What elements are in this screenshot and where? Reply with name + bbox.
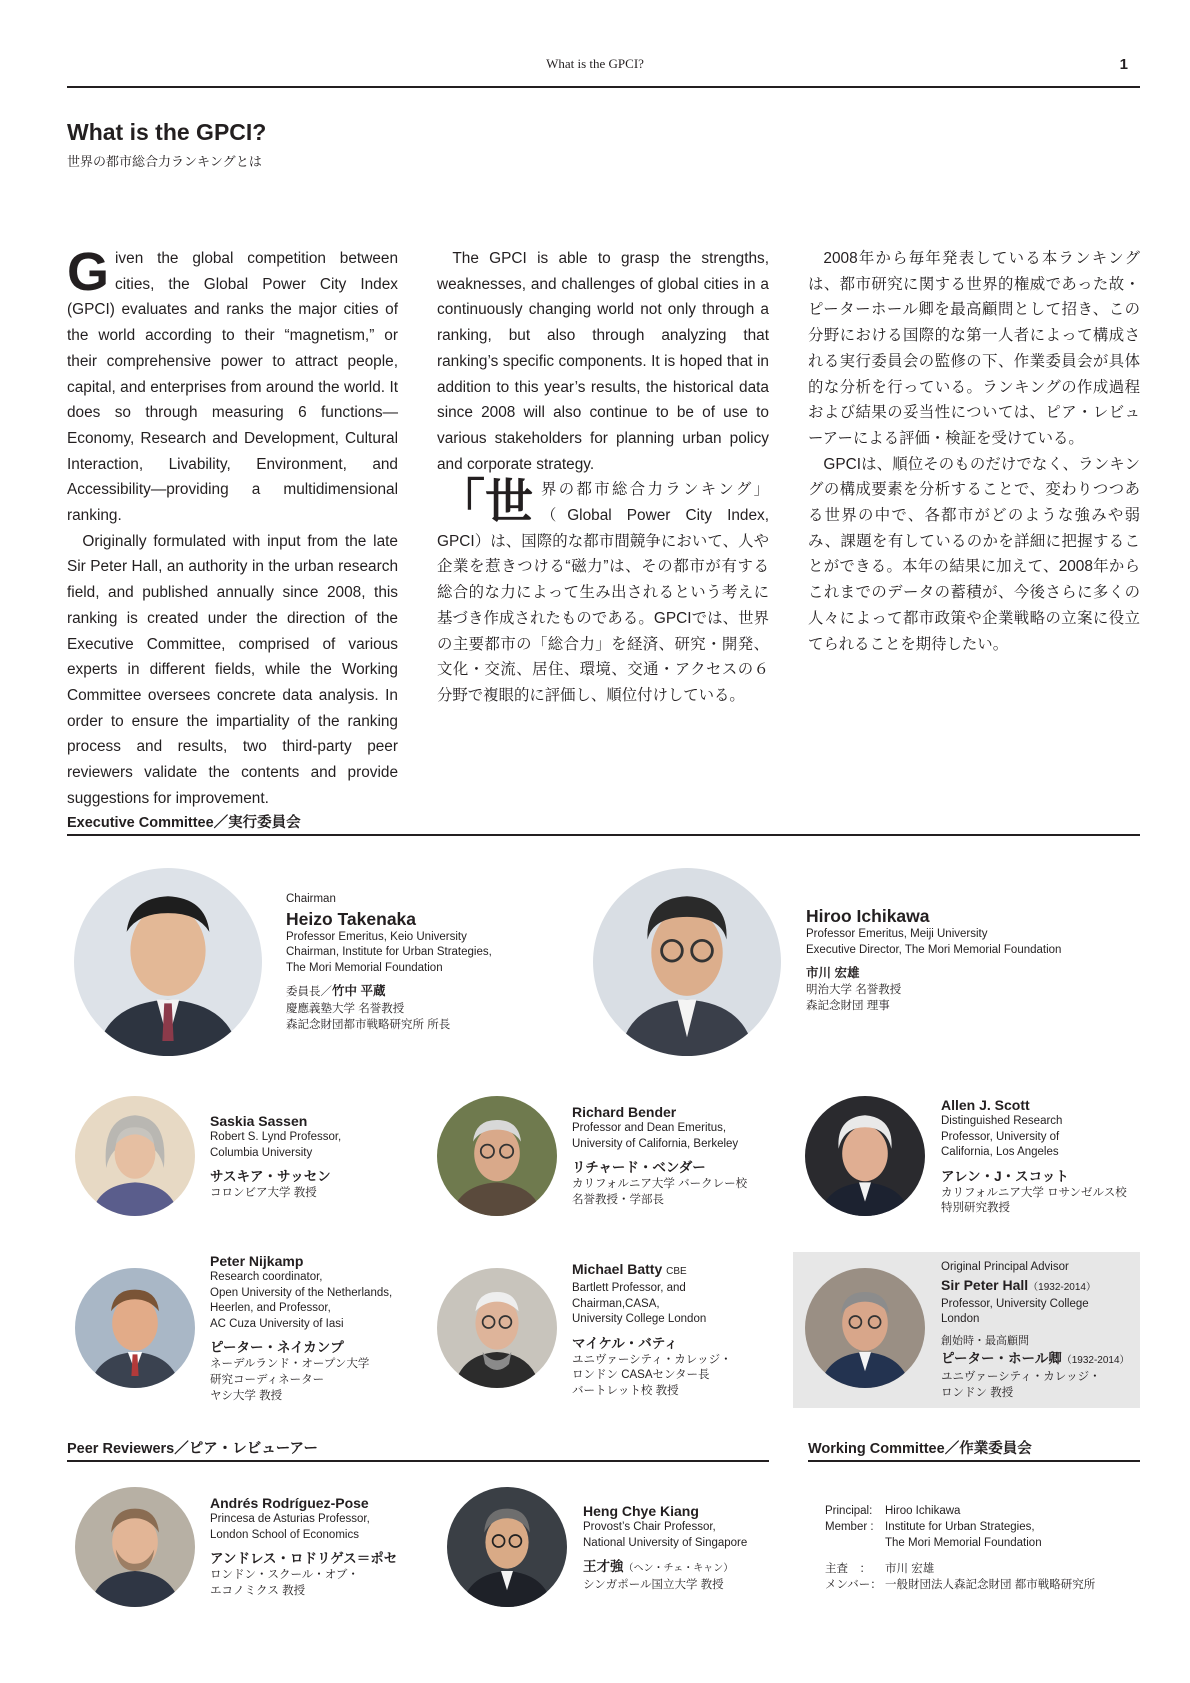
person-years: （1932-2014） — [1028, 1281, 1096, 1293]
person-affiliation-ja: カリフォルニア大学 ロサンゼルス校 — [941, 1186, 1127, 1199]
person-affiliation-line: Distinguished Research — [941, 1115, 1063, 1127]
person-richard-bender — [572, 1103, 782, 1208]
page-title: What is the GPCI? — [67, 119, 267, 145]
intro-ja-p1-text: 界の都市総合力ランキング」（Global Power City Index, GPCI）は、国際的な都市間競争において、人や企業を惹きつける“磁力”は、その都市が有する総合的な力によって生み出されるという考えに基づき作成されたものである。GPCIでは、世界の主要都市の「総合力」を経済、研究・開発、文化・交流、居住、環境、交通・アクセスの６分野で複眼的に評価し、順位付けしている。 — [437, 481, 769, 704]
person-name-text: Sir Peter Hall — [941, 1276, 1029, 1293]
person-sir-peter-hall — [941, 1260, 1136, 1402]
wc-member-ja-value: 一般財団法人森記念財団 都市戦略研究所 — [885, 1579, 1096, 1591]
working-committee-details — [825, 1503, 1095, 1593]
person-allen-j-scott — [941, 1096, 1141, 1217]
person-affiliation-line: Professor, University College — [941, 1297, 1089, 1310]
portrait-man-beard-icon — [75, 1487, 195, 1607]
person-affiliation-line: Professor Emeritus, Keio University — [286, 930, 467, 943]
section-rule-executive — [67, 834, 1140, 836]
person-name-ja: アンドレス・ロドリゲス＝ポセ — [210, 1551, 398, 1567]
person-name-ja-text: ピーター・ホール卿 — [941, 1351, 1062, 1367]
portrait-man-glasses-icon — [447, 1487, 567, 1607]
person-affiliation-ja: 特別研究教授 — [941, 1202, 1010, 1215]
portrait-older-man-icon — [805, 1268, 925, 1388]
page-subtitle-ja: 世界の都市総合力ランキングとは — [67, 154, 262, 169]
intro-column-2-flow — [437, 246, 769, 709]
wc-principal-ja-label: 主査 ： — [825, 1563, 871, 1575]
photo-richard-bender — [437, 1096, 557, 1216]
wc-member-value-1: Institute for Urban Strategies, — [885, 1521, 1035, 1533]
wc-principal-ja-row — [825, 1561, 1095, 1577]
person-affiliation-ja: シンガポール国立大学 教授 — [583, 1579, 724, 1592]
intro-column-2 — [437, 246, 769, 709]
person-name-ja — [583, 1557, 793, 1578]
person-affiliation-ja: ユニヴァーシティ・カレッジ・ — [941, 1371, 1101, 1384]
person-name-ja: サスキア・サッセン — [210, 1169, 331, 1185]
person-role-ja: 創始時・最高顧問 — [941, 1334, 1029, 1347]
photo-sir-peter-hall — [805, 1268, 925, 1388]
person-affiliation-ja: 明治大学 名誉教授 — [806, 984, 902, 997]
person-affiliation-line: California, Los Angeles — [941, 1146, 1059, 1159]
person-name-ja: アレン・J・スコット — [941, 1168, 1069, 1184]
person-name: Hiroo Ichikawa — [806, 906, 930, 926]
wc-principal-label: Principal: — [825, 1505, 873, 1517]
intro-ja-paragraph-3: GPCIは、順位そのものだけでなく、ランキングの構成要素を分析することで、変わりつつある世界の中で、各都市がどのような強みや弱み、課題を有しているのかを詳細に把握することができる。本年の結果に加えて、2008年からこれまでのデータの蓄積が、今後さらに多くの人々によって都市政策や企業戦略の立案に役立てられることを期待したい。 — [808, 455, 1140, 653]
header-rule — [67, 86, 1140, 88]
person-affiliation-line: National University of Singapore — [583, 1536, 748, 1549]
wc-member-ja-row — [825, 1577, 1095, 1593]
wc-member-ja-label: メンバー： — [825, 1579, 882, 1591]
person-years-ja: （1932-2014） — [1061, 1355, 1130, 1367]
person-affiliation-line: The Mori Memorial Foundation — [286, 961, 443, 974]
person-michael-batty — [572, 1260, 782, 1400]
person-affiliation-ja: ヤシ大学 教授 — [210, 1389, 283, 1402]
person-name — [572, 1260, 782, 1281]
person-affiliation-line: University of California, Berkeley — [572, 1137, 739, 1150]
person-heng-chye-kiang — [583, 1502, 793, 1594]
person-affiliation-line: Provost’s Chair Professor, — [583, 1521, 716, 1533]
person-affiliation-line: Research coordinator, — [210, 1271, 323, 1283]
portrait-man-suit-icon — [74, 868, 262, 1056]
person-name: Richard Bender — [572, 1104, 677, 1120]
person-affiliation-line: University College London — [572, 1313, 707, 1326]
person-hiroo-ichikawa — [806, 905, 1140, 1014]
person-affiliation-ja: ロンドン 教授 — [941, 1386, 1014, 1399]
running-header: What is the GPCI? — [546, 56, 644, 71]
person-affiliation-ja: ロンドン・スクール・オブ・ — [210, 1569, 359, 1582]
person-affiliation-line: AC Cuza University of Iasi — [210, 1317, 344, 1330]
person-affiliation-ja: エコノミクス 教授 — [210, 1584, 306, 1597]
section-title-peer-reviewers: Peer Reviewers／ピア・レビューアー — [67, 1441, 319, 1457]
wc-member-label: Member : — [825, 1521, 874, 1533]
intro-column-3 — [808, 246, 1140, 657]
person-name: Heizo Takenaka — [286, 908, 417, 929]
intro-paragraph-2: Originally formulated with input from the late Sir Peter Hall, an authority in the urban research field, and published annually since 2008, this ranking is created under the direction of the Executive Committee, comprised of various experts in different fields, while the Working Committee oversees concrete data analysis. In order to ensure the impartiality of the ranking process and results, two third-party peer reviewers validate the contents and provide suggestions for improvement. — [67, 532, 398, 807]
person-role-ja: 委員長／ — [286, 986, 332, 999]
person-affiliation-line: Executive Director, The Mori Memorial Foundation — [806, 943, 1062, 956]
person-affiliation-ja: 森記念財団都市戦略研究所 所長 — [286, 1018, 451, 1031]
person-affiliation-line: Robert S. Lynd Professor, — [210, 1131, 342, 1143]
person-name-ja: ピーター・ネイカンプ — [210, 1340, 344, 1356]
section-rule-working-committee — [808, 1460, 1140, 1462]
person-affiliation-line: Bartlett Professor, and — [572, 1282, 686, 1294]
person-affiliation-line: London — [941, 1313, 980, 1326]
person-affiliation-line: Princesa de Asturias Professor, — [210, 1513, 370, 1525]
person-name-ja: 市川 宏雄 — [806, 966, 860, 981]
person-name-ja-reading: （ヘン・チェ・キャン） — [623, 1563, 734, 1575]
person-name: Heng Chye Kiang — [583, 1503, 699, 1519]
person-name-ja: リチャード・ベンダー — [572, 1160, 706, 1176]
person-name-ja-text: 王才強 — [583, 1559, 624, 1575]
intro-paragraph-1 — [67, 242, 398, 529]
wc-member-value-2: The Mori Memorial Foundation — [885, 1537, 1042, 1549]
person-affiliation-line: London School of Economics — [210, 1528, 359, 1541]
person-affiliation-line: Professor and Dean Emeritus, — [572, 1122, 727, 1134]
drop-cap: G — [67, 242, 110, 302]
person-affiliation-line: Open University of the Netherlands, — [210, 1286, 393, 1299]
person-name: Saskia Sassen — [210, 1113, 308, 1129]
wc-member-value — [885, 1519, 1042, 1551]
intro-paragraph-3: The GPCI is able to grasp the strengths, weaknesses, and challenges of global cities in a continuously changing world not only through a ranking, but also through analyzing that ranking’s specific components. It is hoped that in addition to this year’s results, the historical data since 2008 will also continue to be of use to various stakeholders for planning urban policy and corporate strategy. — [437, 250, 769, 473]
page-number: 1 — [1119, 56, 1128, 73]
person-role: Original Principal Advisor — [941, 1261, 1069, 1273]
person-affiliation-ja: 慶應義塾大学 名誉教授 — [286, 1003, 405, 1016]
intro-ja-paragraph-2: 2008年から毎年発表している本ランキングは、都市研究に関する世界的権威であった故・ピーターホール卿を最高顧問として招き、この分野における国際的な第一人者によって構成される実行委員会の監修の下、作業委員会が具体的な分析を行っている。ランキングの作成過程および結果の妥当性については、ピア・レビューアーによる評価・検証を受けている。 — [808, 250, 1140, 447]
photo-saskia-sassen — [75, 1096, 195, 1216]
ja-drop-cap: 「世 — [437, 476, 534, 530]
person-name: Peter Nijkamp — [210, 1253, 304, 1269]
wc-principal-ja-value: 市川 宏雄 — [885, 1563, 935, 1575]
person-name-ja — [286, 982, 566, 1002]
person-name-ja — [941, 1349, 1136, 1370]
portrait-man-smiling-icon — [75, 1268, 195, 1388]
person-name: Allen J. Scott — [941, 1097, 1030, 1113]
portrait-older-man-icon — [805, 1096, 925, 1216]
intro-column-1 — [67, 242, 398, 811]
portrait-older-man-icon — [437, 1096, 557, 1216]
person-name-ja: マイケル・バティ — [572, 1335, 678, 1351]
section-title-working-committee: Working Committee／作業委員会 — [808, 1441, 1032, 1457]
person-affiliation-ja: バートレット校 教授 — [572, 1384, 679, 1397]
person-name — [941, 1276, 1136, 1297]
person-affiliation-ja: ロンドン CASAセンター長 — [572, 1369, 710, 1382]
person-affiliation-ja: 研究コーディネーター — [210, 1373, 325, 1386]
photo-heizo-takenaka — [74, 868, 262, 1056]
portrait-older-man-glasses-icon — [437, 1268, 557, 1388]
person-affiliation-ja: カリフォルニア大学 バークレー校 — [572, 1178, 748, 1191]
person-peter-nijkamp — [210, 1252, 430, 1404]
portrait-woman-icon — [75, 1096, 195, 1216]
photo-hiroo-ichikawa — [593, 868, 781, 1056]
section-title-executive: Executive Committee／実行委員会 — [67, 815, 301, 831]
person-heizo-takenaka — [286, 892, 566, 1034]
person-name-ja-text: 竹中 平蔵 — [332, 984, 386, 999]
photo-peter-nijkamp — [75, 1268, 195, 1388]
person-affiliation-line: Columbia University — [210, 1146, 313, 1159]
person-affiliation-line: Heerlen, and Professor, — [210, 1302, 331, 1315]
intro-column-3-flow — [808, 246, 1140, 657]
person-andres-rodriguez-pose — [210, 1494, 440, 1599]
person-saskia-sassen — [210, 1112, 420, 1202]
photo-andres-rodriguez-pose — [75, 1487, 195, 1607]
wc-member-row — [825, 1519, 1095, 1551]
person-name: Andrés Rodríguez-Pose — [210, 1495, 369, 1511]
intro-p1-text: iven the global competition between cities, the Global Power City Index (GPCI) evaluates and ranks the major cities of the world according to their “magnetism,” or their comprehensive power to attract people, capital, and enterprises from around the world. It does so through measuring 6 functions—Economy, Research and Development, Cultural Interaction, Livability, Environment, and Accessibility—providing a multidimensional ranking. — [67, 250, 398, 525]
person-affiliation-line: Chairman, Institute for Urban Strategies, — [286, 946, 492, 959]
photo-allen-j-scott — [805, 1096, 925, 1216]
person-affiliation-ja: 名誉教授・学部長 — [572, 1193, 664, 1206]
person-affiliation-ja: コロンビア大学 教授 — [210, 1187, 317, 1200]
wc-principal-value: Hiroo Ichikawa — [885, 1505, 961, 1517]
person-name-text: Michael Batty — [572, 1261, 663, 1277]
person-affiliation-line: Professor Emeritus, Meiji University — [806, 928, 988, 940]
photo-michael-batty — [437, 1268, 557, 1388]
person-affiliation-line: Professor, University of — [941, 1130, 1060, 1143]
section-rule-peer-reviewers — [67, 1460, 769, 1462]
person-affiliation-ja: 森記念財団 理事 — [806, 999, 890, 1012]
person-honour: CBE — [666, 1266, 687, 1277]
wc-principal-row — [825, 1503, 1095, 1519]
person-affiliation-ja: ネーデルランド・オープン大学 — [210, 1358, 370, 1371]
person-affiliation-line: Chairman,CASA, — [572, 1297, 660, 1310]
person-affiliation-ja: ユニヴァーシティ・カレッジ・ — [572, 1353, 732, 1366]
person-role: Chairman — [286, 893, 336, 905]
photo-heng-chye-kiang — [447, 1487, 567, 1607]
portrait-man-glasses-icon — [593, 868, 781, 1056]
intro-ja-paragraph-1 — [437, 477, 769, 708]
